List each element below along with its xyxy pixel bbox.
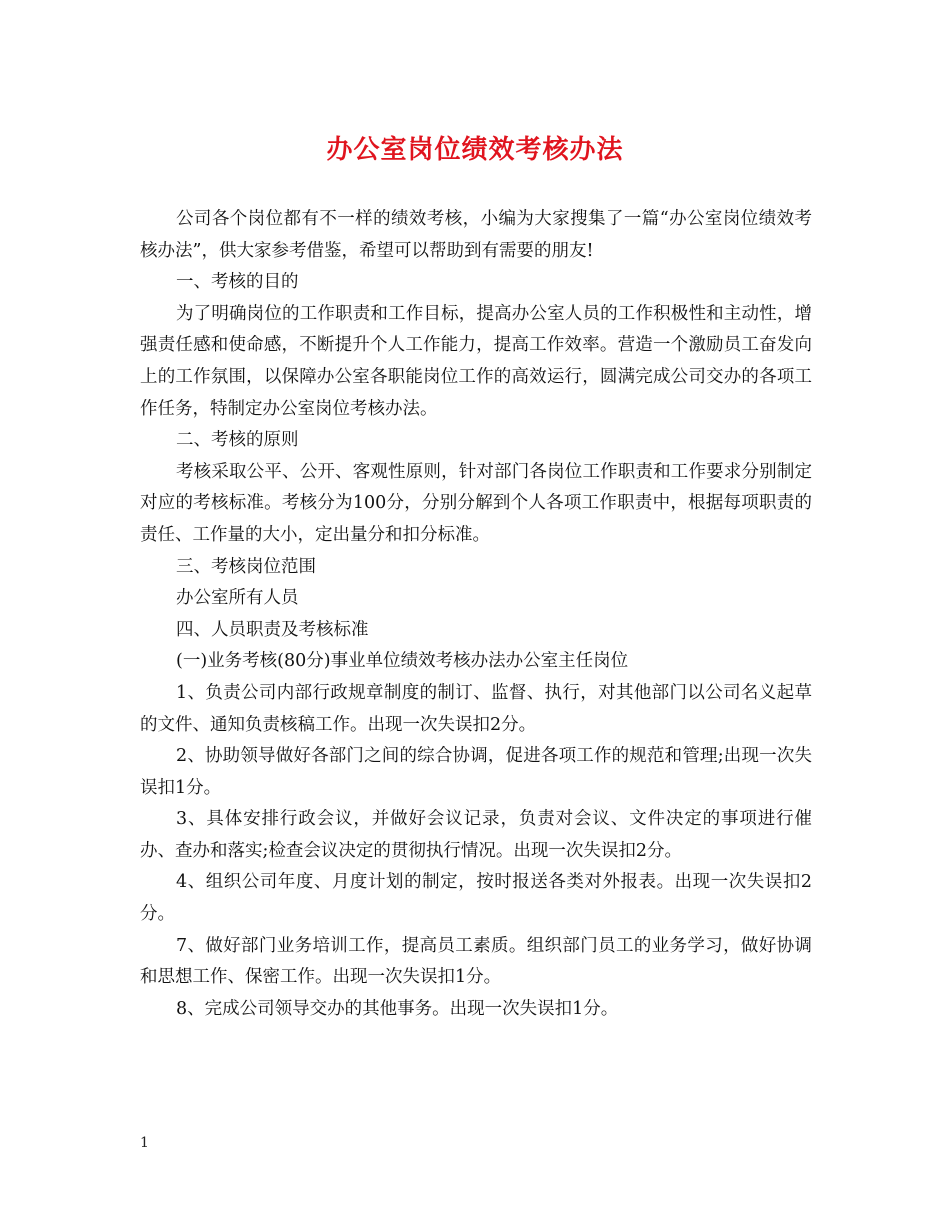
duty-item-7: 7、做好部门业务培训工作，提高员工素质。组织部门员工的业务学习，做好协调和思想工作、保密工作。出现一次失误扣1分。 [140, 935, 812, 988]
purpose-paragraph: 为了明确岗位的工作职责和工作目标，提高办公室人员的工作积极性和主动性，增强责任感和使命感，不断提升个人工作能力，提高工作效率。营造一个激励员工奋发向上的工作氛围，以保障办公室各职能岗位工作的高效运行，圆满完成公司交办的各项工作任务，特制定办公室岗位考核办法。 [140, 303, 812, 419]
duty-item-8: 8、完成公司领导交办的其他事务。出现一次失误扣1分。 [176, 998, 619, 1019]
subsection-heading-business: (一)业务考核(80分)事业单位绩效考核办法办公室主任岗位 [176, 651, 629, 672]
page-number: 1 [140, 1135, 149, 1151]
principle-paragraph: 考核采取公平、公开、客观性原则，针对部门各岗位工作职责和工作要求分别制定对应的考核标准。考核分为100分，分别分解到个人各项工作职责中，根据每项职责的责任、工作量的大小，定出量分和扣分标准。 [140, 461, 812, 545]
section-heading-principle: 二、考核的原则 [176, 430, 299, 451]
duty-item-1: 1、负责公司内部行政规章制度的制订、监督、执行，对其他部门以公司名义起草的文件、通知负责核稿工作。出现一次失误扣2分。 [140, 682, 812, 735]
section-heading-scope: 三、考核岗位范围 [176, 556, 316, 577]
intro-paragraph: 公司各个岗位都有不一样的绩效考核，小编为大家搜集了一篇“办公室岗位绩效考核办法”，供大家参考借鉴，希望可以帮助到有需要的朋友! [140, 209, 812, 261]
section-heading-duties: 四、人员职责及考核标准 [176, 619, 369, 640]
scope-paragraph: 办公室所有人员 [176, 588, 299, 609]
duty-item-2: 2、协助领导做好各部门之间的综合协调，促进各项工作的规范和管理;出现一次失误扣1分。 [140, 746, 812, 798]
duty-item-4: 4、组织公司年度、月度计划的制定，按时报送各类对外报表。出现一次失误扣2分。 [140, 872, 812, 925]
document-title: 办公室岗位绩效考核办法 [326, 135, 624, 165]
document-body [140, 204, 812, 1025]
duty-item-3: 3、具体安排行政会议，并做好会议记录，负责对会议、文件决定的事项进行催办、查办和落实;检查会议决定的贯彻执行情况。出现一次失误扣2分。 [140, 809, 812, 861]
section-heading-purpose: 一、考核的目的 [176, 272, 299, 293]
